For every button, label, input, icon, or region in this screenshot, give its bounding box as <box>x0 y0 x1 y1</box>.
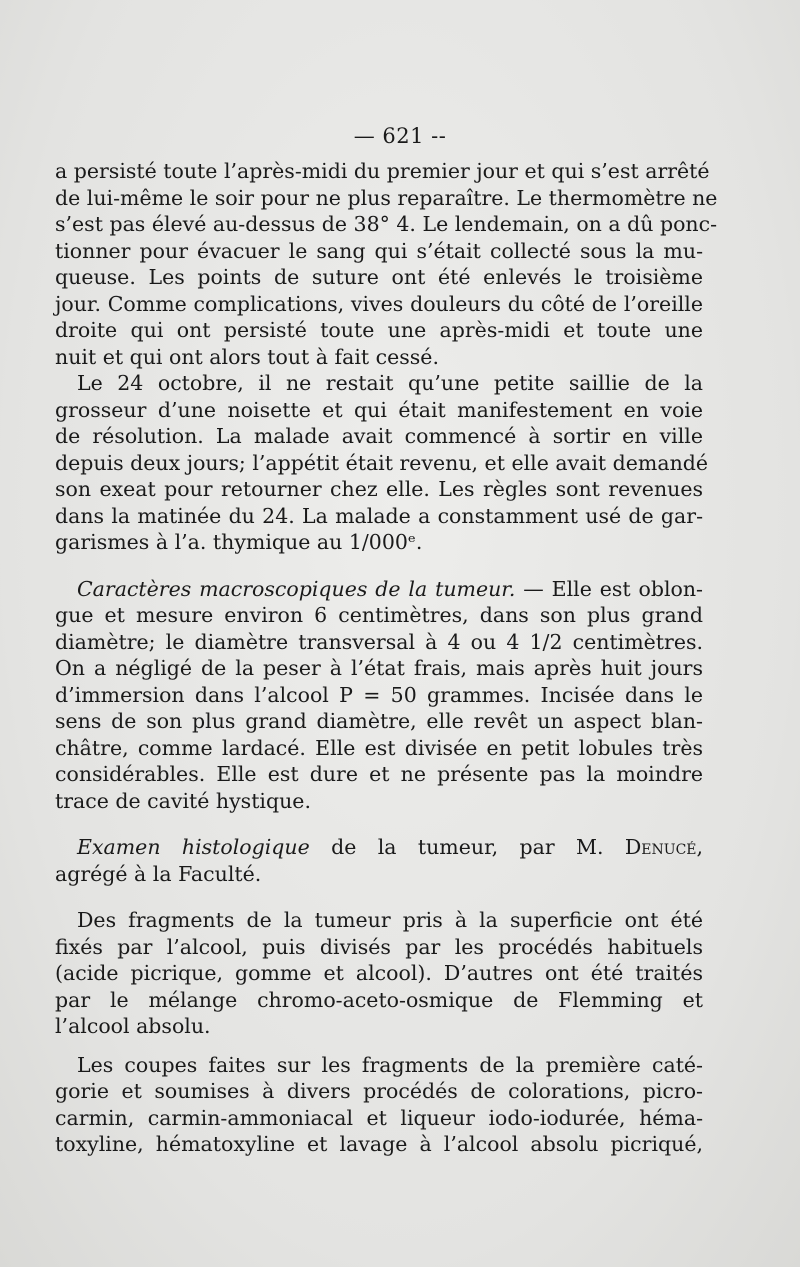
section-heading: Examen histologique <box>77 835 310 859</box>
text-line: l’alcool absolu. <box>55 1014 211 1038</box>
page-body <box>55 158 718 1158</box>
text-line: de lui-même le soir pour ne plus reparaître. Le thermomètre ne <box>55 185 718 210</box>
text-line: trace de cavité hystique. <box>55 788 311 813</box>
text-line: gue et mesure environ 6 centimètres, dans son plus grand <box>55 603 703 627</box>
text-line: garismes à l’a. thymique au 1/000ᵉ. <box>55 530 423 554</box>
page-number: — 621 -- <box>353 124 447 148</box>
heading-continuation: de la tumeur, par M. <box>309 835 625 859</box>
text-line: Les coupes faites sur les fragments de la première caté- <box>77 1052 703 1077</box>
text-line: fixés par l’alcool, puis divisés par les procédés habituels <box>55 934 703 959</box>
text-line: gorie et soumises à divers procédés de colorations, picro- <box>55 1079 703 1103</box>
text-line: nuit et qui ont alors tout à fait cessé. <box>55 344 439 369</box>
text-line: depuis deux jours; l’appétit était revenu, et elle avait demandé <box>55 450 709 475</box>
text-line: toxyline, hématoxyline et lavage à l’alcool absolu picriqué, <box>55 1132 703 1156</box>
text-line: carmin, carmin-ammoniacal et liqueur iodo-iodurée, héma- <box>55 1105 703 1130</box>
text-line: jour. Comme complications, vives douleurs du côté de l’oreille <box>55 291 703 316</box>
text-line: queuse. Les points de suture ont été enlevés le troisième <box>55 265 703 289</box>
text-line: a persisté toute l’après-midi du premier jour et qui s’est arrêté <box>55 159 710 183</box>
text-line: agrégé à la Faculté. <box>55 861 262 886</box>
paragraph-1 <box>55 158 718 370</box>
text-line: par le mélange chromo-aceto-osmique de Flemming et <box>55 987 703 1012</box>
text-line: sens de son plus grand diamètre, elle revêt un aspect blan- <box>55 709 703 733</box>
text-line: son exeat pour retourner chez elle. Les règles sont revenues <box>55 477 703 501</box>
text-line <box>55 834 703 861</box>
text-line: considérables. Elle est dure et ne présente pas la moindre <box>55 762 703 786</box>
section-heading: Caractères macroscopiques de la tumeur. <box>77 576 516 601</box>
text-line: grosseur d’une noisette et qui était manifestement en voie <box>55 397 703 422</box>
text-line <box>55 576 703 603</box>
text-line: (acide picrique, gomme et alcool). D’autres ont été traités <box>55 961 703 985</box>
text-line: On a négligé de la peser à l’état frais, mais après huit jours <box>55 656 703 680</box>
text-line: diamètre; le diamètre transversal à 4 ou 4 1/2 centimètres. <box>55 629 703 654</box>
author-name: Denucé, <box>624 835 704 859</box>
text-line: droite qui ont persisté toute une après-midi et toute une <box>55 318 703 342</box>
heading-continuation: — Elle est oblon- <box>515 576 703 601</box>
text-line: Des fragments de la tumeur pris à la superficie ont été <box>77 908 703 932</box>
text-line: dans la matinée du 24. La malade a constamment usé de gar- <box>55 503 703 528</box>
paragraph-3 <box>55 576 703 815</box>
text-line: s’est pas élevé au-dessus de 38° 4. Le lendemain, on a dû ponc- <box>55 212 718 236</box>
paragraph-4 <box>55 834 703 887</box>
text-line: châtre, comme lardacé. Elle est divisée en petit lobules très <box>55 735 703 760</box>
text-line: Le 24 octobre, il ne restait qu’une petite saillie de la <box>77 371 703 395</box>
text-line: d’immersion dans l’alcool P = 50 grammes. Incisée dans le <box>55 682 703 707</box>
paragraph-6 <box>55 1052 703 1158</box>
paragraph-2 <box>55 370 709 556</box>
text-line: de résolution. La malade avait commencé à sortir en ville <box>55 424 703 448</box>
text-line: tionner pour évacuer le sang qui s’était collecté sous la mu- <box>55 238 703 263</box>
paragraph-5 <box>55 907 703 1040</box>
